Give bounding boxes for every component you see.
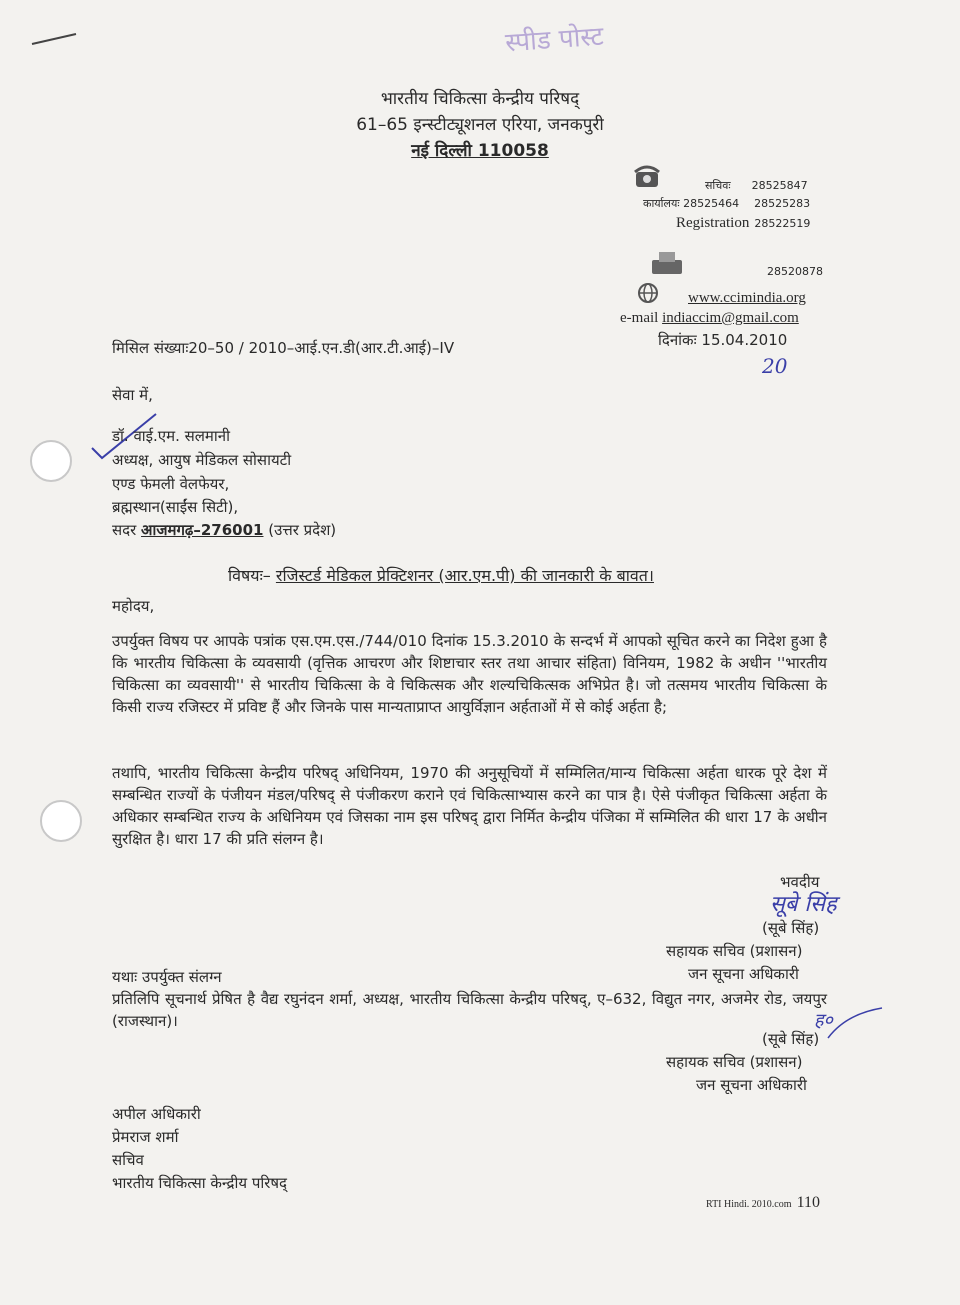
copy-to-text: प्रतिलिपि सूचनार्थ प्रेषित है वैद्य रघुनंदन शर्मा, अध्यक्ष, भारतीय चिकित्सा केन्द्रीय परिषद्, ए–632, विद्युत नगर, अजमेर रोड, जयपुर (राजस्थान)। [112,990,827,1030]
file-number: मिसिल संख्याः20–50 / 2010–आई.एन.डी(आर.टी.आई)–IV [112,339,455,357]
secretary-label: सचिवः [705,179,731,192]
signature-1: सूबे सिंह [770,892,837,917]
office-label: कार्यालयः [643,197,680,210]
signatory-designation-2: सहायक सचिव (प्रशासन) [666,1053,803,1071]
closing: भवदीय [780,873,820,891]
subject-label: विषयः– [228,566,271,585]
office-phone-row [643,196,810,211]
signature-2: ह० [814,1010,833,1031]
registration-label: Registration [676,215,750,231]
date-label: दिनांकः [658,331,697,349]
footer [706,1192,820,1212]
appeal-line-1: अपील अधिकारी [112,1105,201,1123]
appeal-line-3: सचिव [112,1151,144,1169]
appeal-line-2: प्रेमराज शर्मा [112,1128,179,1146]
addressee-prefix: सदर [112,521,137,539]
org-address: 61–65 इन्स्टीट्यूशनल एरिया, जनकपुरी [356,115,604,135]
addressee-line-4: ब्रह्मस्थान(साईंस सिटी), [112,498,239,516]
date-row [658,330,787,350]
punch-hole-bottom [40,800,82,842]
signatory-role-1: जन सूचना अधिकारी [688,965,799,983]
email-label: e-mail [620,310,659,326]
subject-text: रजिस्टर्ड मेडिकल प्रेक्टिशनर (आर.एम.पी) की जानकारी के बावत। [275,566,654,585]
to-line: सेवा में, [112,386,153,404]
signatory-name-2: (सूबे सिंह) [762,1030,820,1048]
addressee-line-3: एण्ड फेमली वेलफेयर, [112,475,230,493]
body-paragraph-2: तथापि, भारतीय चिकित्सा केन्द्रीय परिषद् अधिनियम, 1970 की अनुसूचियों में सम्मिलित/मान्य चिकित्सा अर्हता धारक पूरे देश में सम्बन्धित राज्यों के पंजीयन मंडल/परिषद् से पंजीकरण कराने एवं चिकित्साभ्यास करने का पात्र है। ऐसे पंजीकृत चिकित्सा अर्हता के अधिकार सम्बन्धित राज्य के अधिनियम एवं जिसका नाम इस परिषद् द्वारा निर्मित केन्द्रीय पंजिका में सम्मिलित की धारा 17 के अधीन सुरक्षित है। धारा 17 की प्रति संलग्न है। [112,764,827,848]
website-link[interactable]: www.ccimindia.org [688,290,806,306]
addressee-line-2: अध्यक्ष, आयुष मेडिकल सोसायटी [112,451,292,469]
globe-icon [636,282,660,304]
date-handwritten: 20 [762,354,788,378]
addressee-suffix: (उत्तर प्रदेश) [268,521,337,539]
enclosure-note: यथाः उपर्युक्त संलग्न [112,968,222,986]
org-city-line [0,138,960,161]
org-city: नई दिल्ली 110058 [411,141,549,161]
pen-mark-icon [30,30,80,50]
signature-flourish-icon [826,1002,886,1042]
org-name: भारतीय चिकित्सा केन्द्रीय परिषद् [380,89,580,109]
email-row [620,310,799,327]
secretary-phone-row [705,178,808,193]
signatory-name-1: (सूबे सिंह) [762,919,820,937]
addressee-place: आजमगढ़–276001 [141,521,264,539]
addressee-line-5 [112,520,336,540]
office-phone-2: 28525283 [754,197,811,210]
fax-icon [650,250,684,276]
fax-number: 28520878 [767,265,823,278]
secretary-phone: 28525847 [751,179,808,192]
salutation: महोदय, [112,597,155,615]
date-value: 15.04.2010 [701,331,788,349]
page-number: 110 [796,1194,821,1211]
signatory-role-2: जन सूचना अधिकारी [696,1076,807,1094]
email-link[interactable]: indiaccim@gmail.com [662,310,799,326]
addressee-line-1: डॉ. वाई.एम. सलमानी [112,427,230,445]
telephone-icon [632,162,662,190]
speed-post-stamp: स्पीड पोस्ट [504,21,605,59]
subject-line [228,564,654,586]
registration-row [676,212,810,232]
footer-source: RTI Hindi. 2010.com [706,1199,792,1210]
punch-hole-top [30,440,72,482]
body-paragraph-1: उपर्युक्त विषय पर आपके पत्रांक एस.एम.एस./744/010 दिनांक 15.3.2010 के सन्दर्भ में आपको सूचित करने का निदेश हुआ है कि भारतीय चिकित्सा के व्यवसायी (वृत्तिक आचरण और शिष्टाचार स्तर तथा आचार संहिता) विनियम, 1982 के अधीन ''भारतीय चिकित्सा का व्यवसायी'' से भारतीय चिकित्सा के वे चिकित्सक और शल्यचिकित्सक अभिप्रेत है। जो तत्समय भारतीय चिकित्सा के किसी राज्य रजिस्टर में प्रविष्ट हैं और जिनके पास मान्यताप्राप्त आयुर्विज्ञान अर्हताओं में से कोई अर्हता है; [112,632,827,716]
signatory-designation-1: सहायक सचिव (प्रशासन) [666,942,803,960]
appeal-line-4: भारतीय चिकित्सा केन्द्रीय परिषद् [112,1174,288,1192]
registration-phone: 28522519 [754,217,811,230]
office-phone-1: 28525464 [683,197,740,210]
